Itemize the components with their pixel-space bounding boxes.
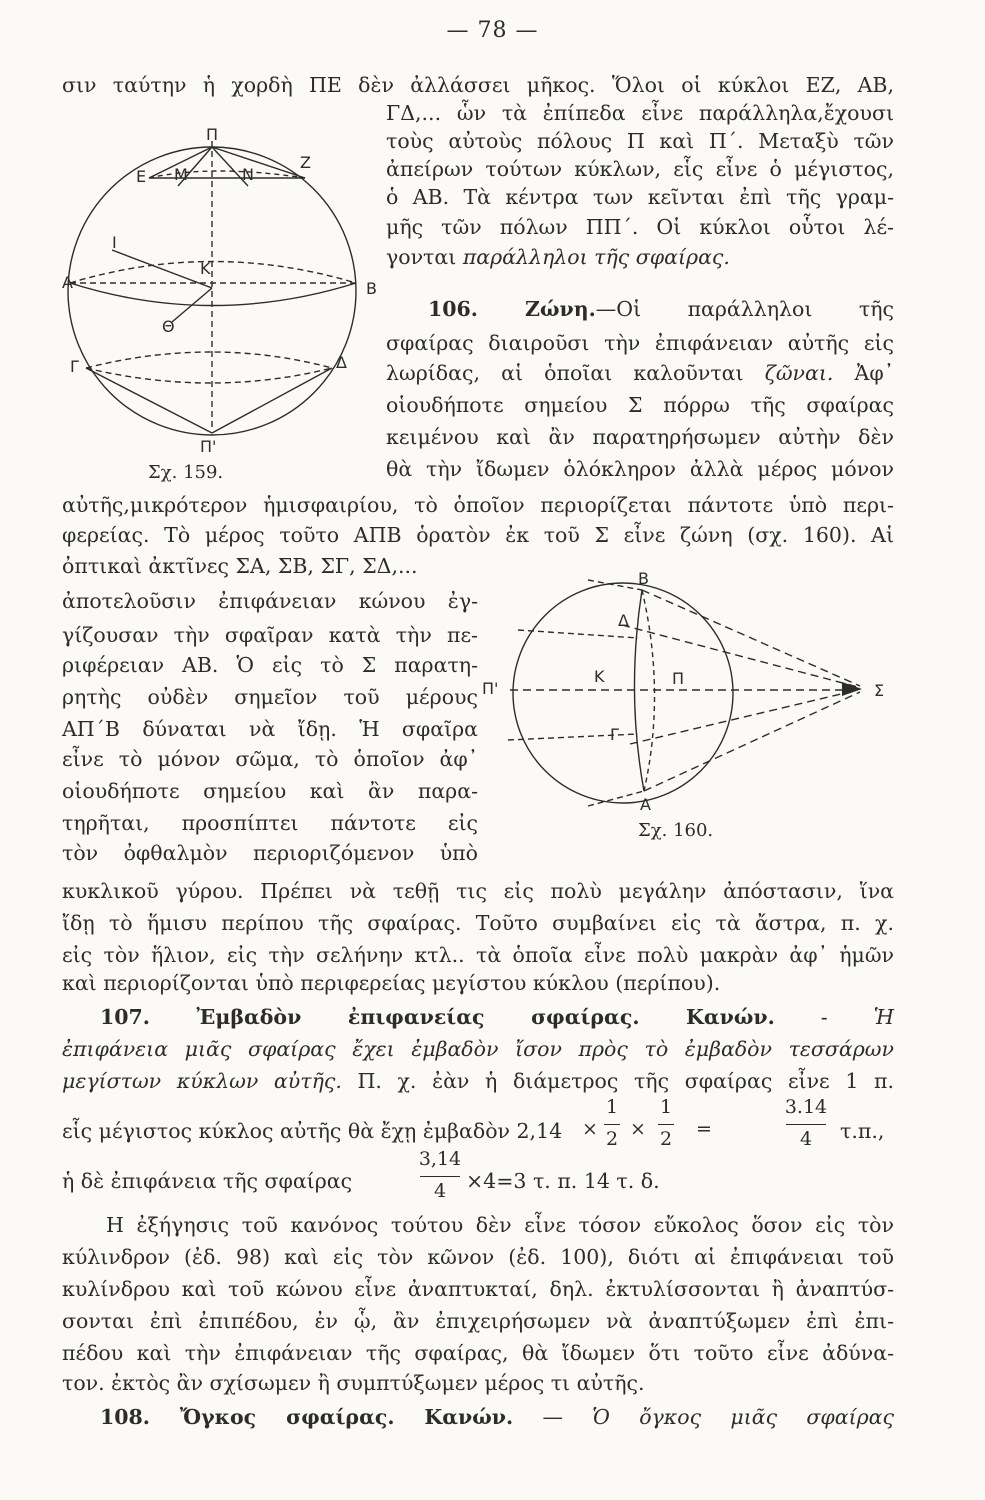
label-E: E (136, 167, 147, 186)
text-line (386, 360, 894, 386)
section-heading-108 (100, 1404, 894, 1430)
text-span: Π. χ. ἐὰν ἡ διάμετρος τῆς σφαίρας εἶνε 1 π. (357, 1069, 894, 1093)
fraction-denominator: 2 (605, 1128, 619, 1150)
text-line: τοὺς αὐτοὺς πόλους Π καὶ Π΄. Μεταξὺ τῶν (386, 129, 894, 153)
text-line: ἀποτελοῦσιν ἐπιφάνειαν κώνου ἐγ- (62, 589, 478, 613)
label-A: A (62, 273, 73, 292)
figure-159 (62, 128, 382, 458)
text-line: γίζουσαν τὴν σφαῖραν κατὰ τὴν πε- (62, 623, 478, 647)
text-line: οἱουδήποτε σημείου καὶ ἂν παρα- (62, 779, 478, 803)
label-D: Δ (336, 353, 347, 372)
label-M: M (174, 165, 188, 184)
italic-term: παράλληλοι τῆς σφαίρας. (462, 245, 730, 269)
section-title: 108. Ὄγκος σφαίρας. Κανών. (100, 1405, 514, 1429)
text-line: σιν ταύτην ἡ χορδὴ ΠΕ δὲν ἀλλάσσει μῆκος. Ὅλοι οἱ κύκλοι ΕΖ, ΑΒ, (62, 73, 894, 97)
italic-term: μεγίστων κύκλων αὐτῆς. (62, 1069, 342, 1093)
text-line: τ.π., (840, 1119, 885, 1143)
fraction-denominator: 4 (799, 1128, 813, 1150)
section-heading-106 (428, 296, 894, 322)
times-sign: × (582, 1118, 598, 1140)
text-line: ΓΔ,... ὧν τὰ ἐπίπεδα εἶνε παράλληλα,ἔχουσι (386, 101, 894, 125)
label-N: N (242, 165, 254, 184)
text-line: ὁ ΑΒ. Τὰ κέντρα των κεῖνται ἐπὶ τῆς γραμ- (386, 185, 894, 209)
text-span: —Οἱ παράλληλοι τῆς (595, 297, 894, 321)
text-line: κειμένου καὶ ἂν παρατηρήσωμεν αὐτὴν δὲν (386, 425, 894, 449)
fraction-numerator: 1 (605, 1096, 619, 1118)
label-P: Π (206, 128, 219, 144)
text-span: γονται (386, 245, 457, 269)
fraction-numerator: 3.14 (784, 1096, 828, 1118)
fraction-denominator: 2 (659, 1128, 673, 1150)
fraction-bar (420, 1176, 460, 1177)
text-line: εἶνε τὸ μόνον σῶμα, τὸ ὁποῖον ἀφ᾿ (62, 747, 478, 771)
italic-term: — Ὁ ὄγκος μιᾶς σφαίρας (542, 1405, 894, 1429)
section-heading-107 (100, 1004, 894, 1030)
figure-160-caption: Σχ. 160. (638, 820, 714, 841)
text-line: θὰ τὴν ἴδωμεν ὁλόκληρον ἀλλὰ μέρος μόνον (386, 457, 894, 481)
label-G: Γ (70, 357, 79, 376)
text-span: Ἀφ᾿ (854, 361, 894, 385)
label-K: K (594, 667, 605, 686)
label-B: B (638, 569, 649, 588)
section-title: 107. Ἐμβαδὸν ἐπιφανείας σφαίρας. Κανών. (100, 1005, 775, 1029)
text-line: οἱουδήποτε σημείου Σ πόρρω τῆς σφαίρας (386, 393, 894, 417)
page-number: — 78 — (446, 18, 539, 43)
text-span: λωρίδας, αἱ ὁποῖαι καλοῦνται (386, 361, 744, 385)
label-Z: Z (300, 153, 311, 172)
text-line: τον. ἐκτὸς ἂν σχίσωμεν ἢ συμπτύξωμεν μέρος τι αὐτῆς. (62, 1371, 645, 1395)
text-line: ἴδῃ τὸ ἥμισυ περίπου τῆς σφαίρας. Τοῦτο συμβαίνει εἰς τὰ ἄστρα, π. χ. (62, 911, 894, 935)
label-Pprime: Π' (482, 679, 499, 698)
text-line: κυκλικοῦ γύρου. Πρέπει νὰ τεθῇ τις εἰς πολὺ μεγάλην ἀπόστασιν, ἵνα (62, 879, 894, 903)
figure-159-caption: Σχ. 159. (148, 462, 224, 483)
fraction-bar (604, 1124, 620, 1125)
text-line: φερείας. Τὸ μέρος τοῦτο ΑΠΒ ὁρατὸν ἐκ τοῦ Σ εἶνε ζώνη (σχ. 160). Αἱ (62, 523, 894, 547)
text-line: ἀπείρων τούτων κύκλων, εἷς εἶνε ὁ μέγιστος, (386, 157, 894, 181)
text-line (62, 1068, 894, 1094)
text-line: ἐπιφάνεια μιᾶς σφαίρας ἔχει ἐμβαδὸν ἴσον πρὸς τὸ ἐμβαδὸν τεσσάρων (62, 1037, 894, 1061)
label-K: K (200, 259, 211, 278)
label-P: Π (672, 669, 685, 688)
italic-term: - Ἡ (820, 1005, 894, 1029)
equals-sign: = (696, 1118, 712, 1140)
label-A: A (640, 795, 651, 814)
text-line: αὐτῆς,μικρότερον ἡμισφαιρίου, τὸ ὁποῖον περιορίζεται πάντοτε ὑπὸ περι- (62, 493, 894, 517)
text-line: Η ἐξήγησις τοῦ κανόνος τούτου δὲν εἶνε τόσον εὔκολος ὅσον εἰς τὸν (106, 1213, 894, 1237)
fraction-numerator: 1 (659, 1096, 673, 1118)
figure-160 (478, 568, 898, 818)
fraction-bar (786, 1124, 826, 1125)
text-line: καὶ περιορίζονται ὑπὸ περιφερείας μεγίστου κύκλου (περίπου). (62, 971, 721, 995)
label-Pprime: Π' (200, 437, 217, 456)
fraction-denominator: 4 (433, 1180, 447, 1202)
text-line: ἡ δὲ ἐπιφάνεια τῆς σφαίρας (62, 1169, 353, 1193)
label-D: Δ (618, 611, 629, 630)
text-line: εἷς μέγιστος κύκλος αὐτῆς θὰ ἔχῃ ἐμβαδὸν 2,14 (62, 1119, 563, 1143)
text-line (386, 244, 894, 270)
italic-term: ζῶναι. (764, 361, 834, 385)
text-line: τηρῆται, προσπίπτει πάντοτε εἰς (62, 811, 478, 835)
text-line: εἰς τὸν ἥλιον, εἰς τὴν σελήνην κτλ.. τὰ ὁποῖα εἶνε πολὺ μακρὰν ἀφ᾿ ἡμῶν (62, 943, 894, 967)
text-line: ×4=3 τ. π. 14 τ. δ. (466, 1169, 660, 1193)
text-line: ὀπτικαὶ ἀκτῖνες ΣΑ, ΣΒ, ΣΓ, ΣΔ,... (62, 554, 418, 578)
label-Theta: Θ (162, 317, 175, 336)
fraction-bar (658, 1124, 674, 1125)
label-G: Γ (610, 725, 619, 744)
text-line: ρητὴς οὐδὲν σημεῖον τοῦ μέρους (62, 685, 478, 709)
text-line: κύλινδρον (ἐδ. 98) καὶ εἰς τὸν κῶνον (ἐδ. 100), διότι αἱ ἐπιφάνειαι τοῦ (62, 1245, 894, 1269)
section-title: 106. Ζώνη. (428, 297, 596, 321)
label-S: Σ (874, 681, 885, 700)
text-line: ριφέρειαν ΑΒ. Ὁ εἰς τὸ Σ παρατη- (62, 653, 478, 677)
text-line: ΑΠ΄Β δύναται νὰ ἴδῃ. Ἡ σφαῖρα (62, 717, 478, 741)
fraction-numerator: 3,14 (418, 1148, 462, 1170)
text-line: πέδου καὶ τὴν ἐπιφάνειαν τῆς σφαίρας, θὰ ἴδωμεν ὅτι τοῦτο εἶνε ἀδύνα- (62, 1341, 894, 1365)
text-line: σφαίρας διαιροῦσι τὴν ἐπιφάνειαν αὐτῆς εἰς (386, 331, 894, 355)
label-I: I (112, 233, 117, 252)
text-line: κυλίνδρου καὶ τοῦ κώνου εἶνε ἀναπτυκταί, δηλ. ἐκτυλίσσονται ἢ ἀναπτύσ- (62, 1277, 894, 1301)
times-sign: × (630, 1118, 646, 1140)
text-line: τὸν ὀφθαλμὸν περιοριζόμενον ὑπὸ (62, 841, 478, 865)
text-line: σονται ἐπὶ ἐπιπέδου, ἐν ᾧ, ἂν ἐπιχειρήσωμεν νὰ ἀναπτύξωμεν ἐπὶ ἐπι- (62, 1309, 894, 1333)
label-B: B (366, 279, 377, 298)
text-line: μῆς τῶν πόλων ΠΠ΄. Οἱ κύκλοι οὗτοι λέ- (386, 215, 894, 239)
